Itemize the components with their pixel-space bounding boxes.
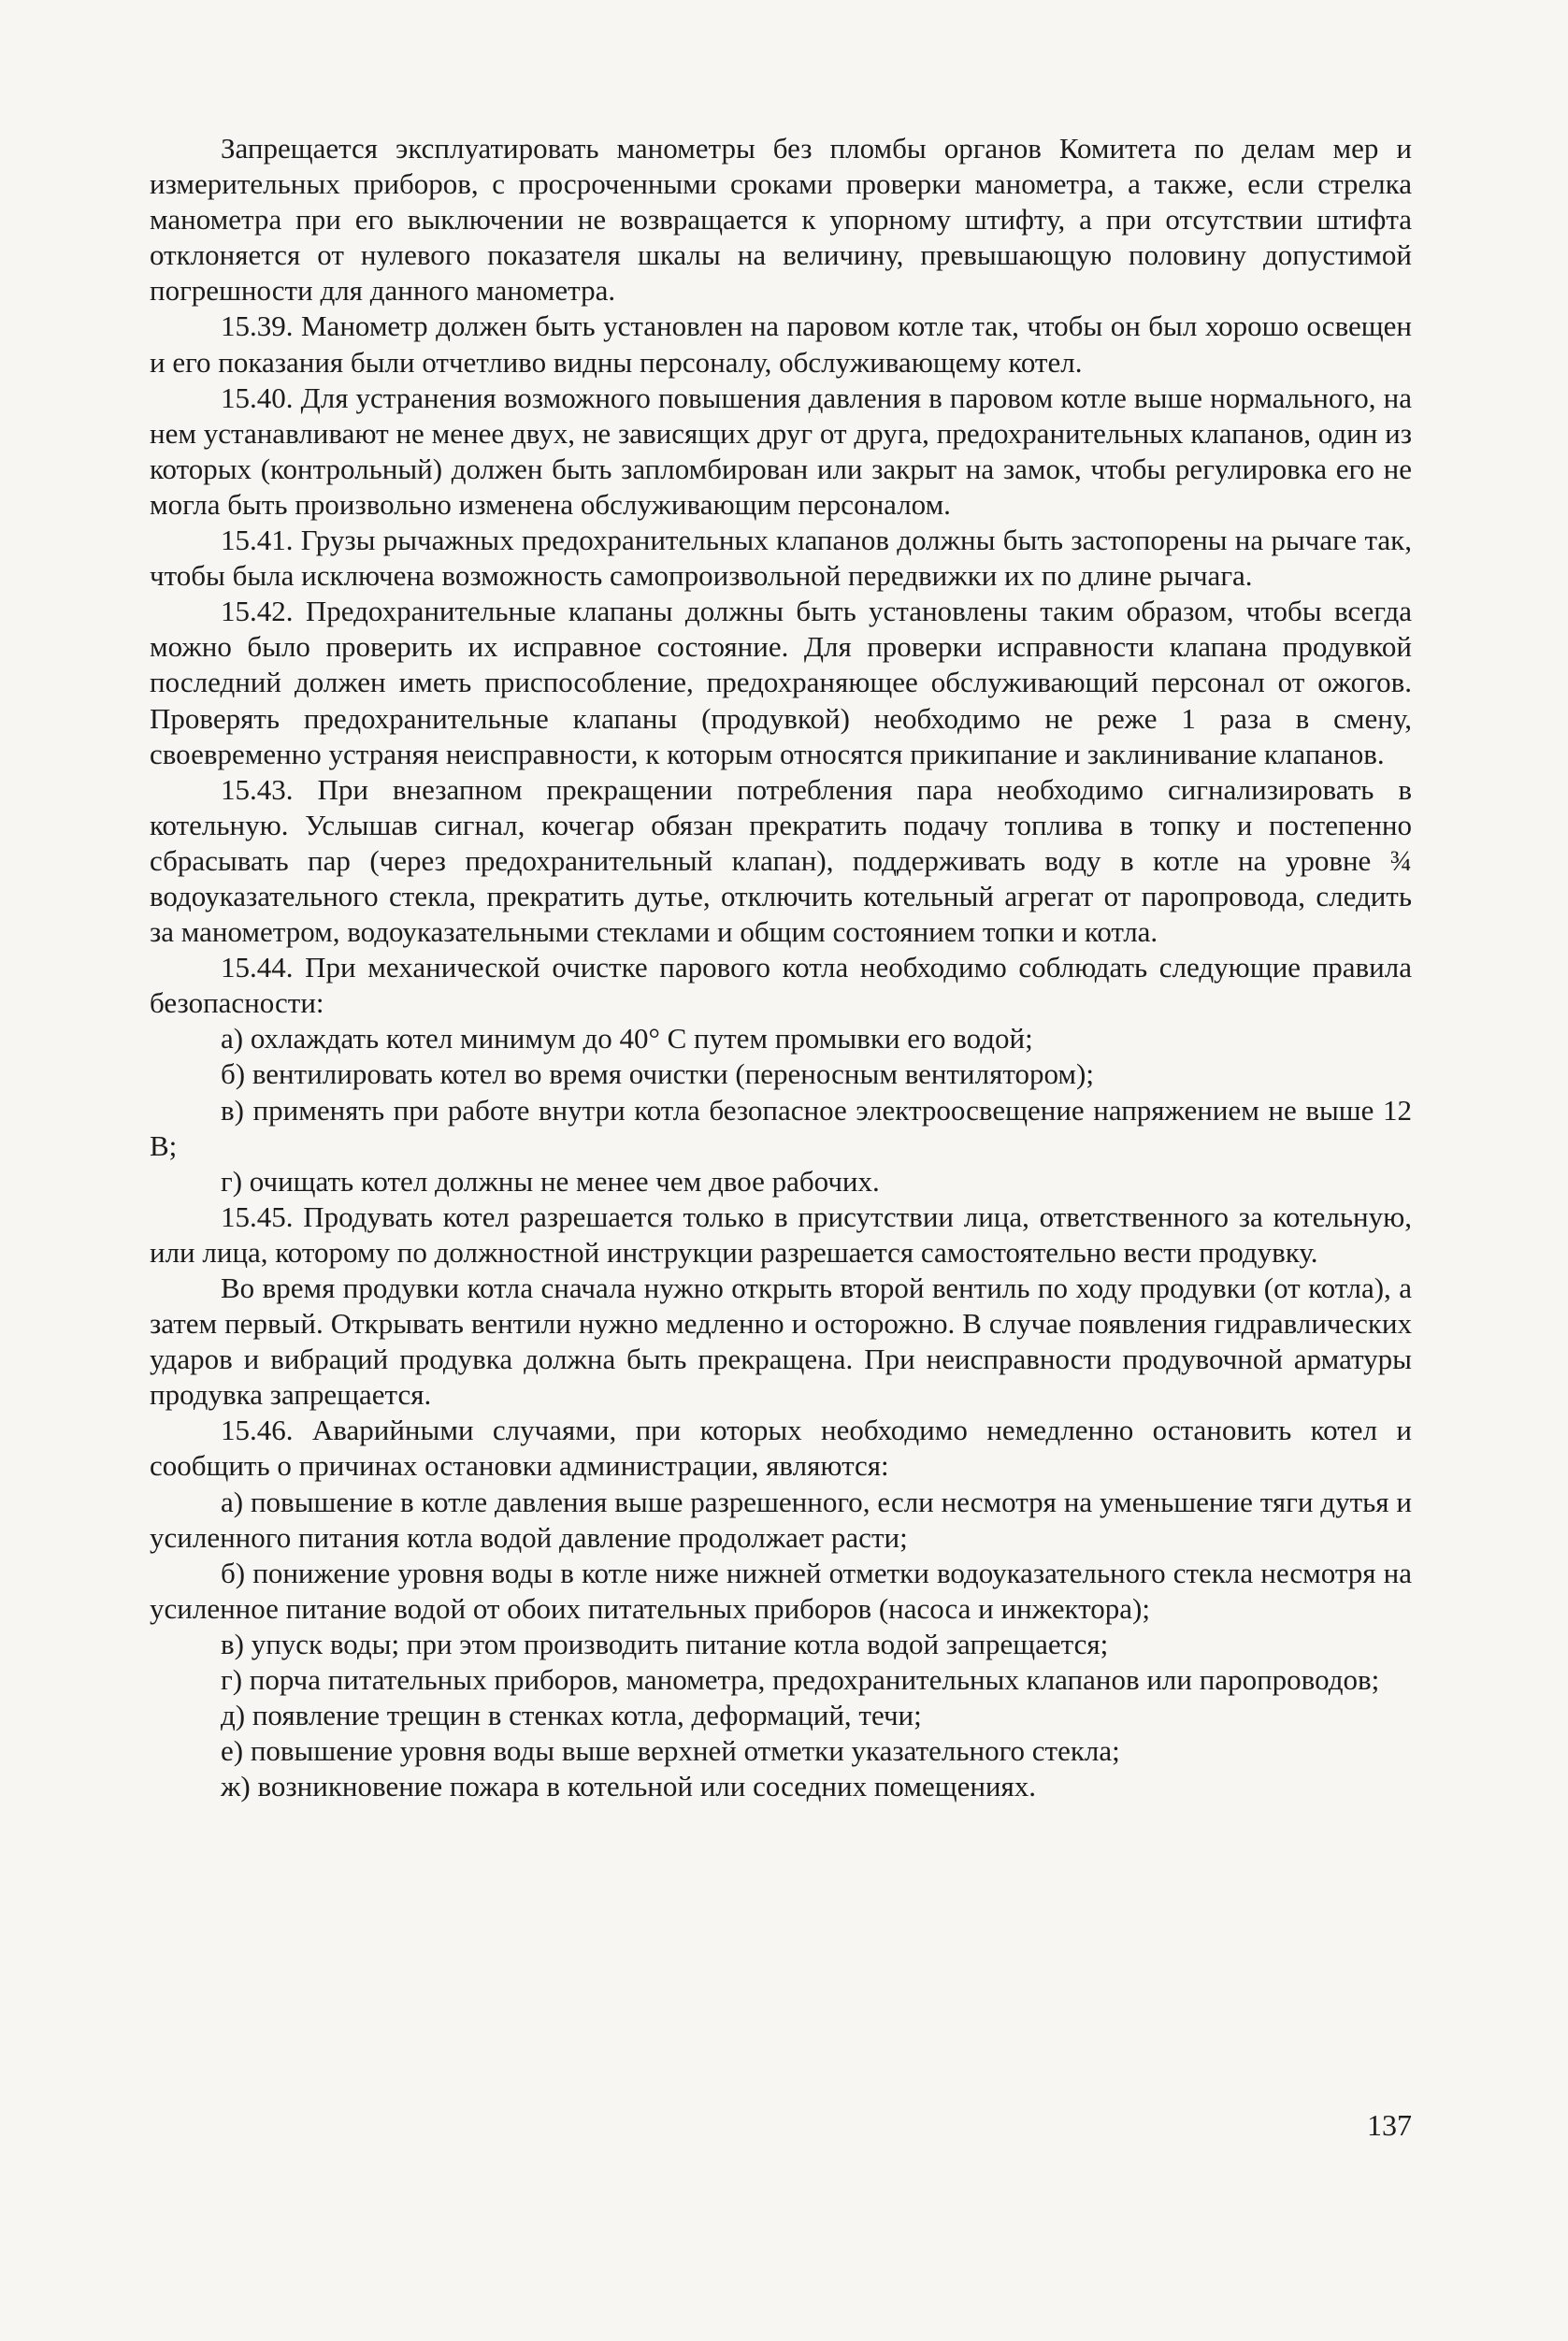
paragraph-15-44: 15.44. При механической очистке парового котла необходимо соблюдать следующие правила безопасности: xyxy=(150,951,1412,1020)
list-item: а) охлаждать котел минимум до 40° С путем промывки его водой; xyxy=(221,1022,1033,1056)
page-number: 137 xyxy=(1367,2108,1412,2142)
paragraph-15-39: 15.39. Манометр должен быть установлен на паровом котле так, чтобы он был хорошо освещен и его показания были отчетливо видны персоналу, обслуживающему котел. xyxy=(150,309,1412,379)
paragraph-15-43: 15.43. При внезапном прекращении потребления пара необходимо сигнализировать в котельную. Услышав сигнал, кочегар обязан прекратить подачу топлива в топку и постепенно сбрасывать пар (через предохранительный клапан), поддерживать воду в котле на уровне ¾ водоуказательного стекла, прекратить дутье, отключить котельный агрегат от паропровода, следить за манометром, водоуказательными стеклами и общим состоянием топки и котла. xyxy=(150,772,1412,949)
paragraph: Во время продувки котла сначала нужно открыть второй вентиль по ходу продувки (от котла), а затем первый. Открывать вентили нужно медленно и осторожно. В случае появления гидравлических ударов и вибраций продувка должна быть прекращена. При неисправности продувочной арматуры продувка запрещается. xyxy=(150,1271,1412,1412)
list-item: г) очищать котел должны не менее чем двое рабочих. xyxy=(221,1164,880,1198)
paragraph-15-46: 15.46. Аварийными случаями, при которых необходимо немедленно остановить котел и сообщить о причинах остановки администрации, являются: xyxy=(150,1414,1412,1483)
list-item: в) применять при работе внутри котла безопасное электроосвещение напряжением не выше 12 В; xyxy=(150,1093,1412,1162)
paragraph-15-40: 15.40. Для устранения возможного повышения давления в паровом котле выше нормального, на нем устанавливают не менее двух, не зависящих друг от друга, предохранительных клапанов, один из которых (контрольный) должен быть запломбирован или закрыт на замок, чтобы регулировка его не могла быть произвольно изменена обслуживающим персоналом. xyxy=(150,381,1412,521)
paragraph-15-42: 15.42. Предохранительные клапаны должны быть установлены таким образом, чтобы всегда можно было проверить их исправное состояние. Для проверки исправности клапана продувкой последний должен иметь приспособление, предохраняющее обслуживающий персонал от ожогов. Проверять предохранительные клапаны (продувкой) необходимо не реже 1 раза в смену, своевременно устраняя неисправности, к которым относятся прикипание и заклинивание клапанов. xyxy=(150,595,1412,770)
paragraph: Запрещается эксплуатировать манометры без пломбы органов Комитета по делам мер и измерительных приборов, с просроченными сроками проверки манометра, а также, если стрелка манометра при его выключении не возвращается к упорному штифту, а при отсутствии штифта отклоняется от нулевого показателя шкалы на величину, превышающую половину допустимой погрешности для данного манометра. xyxy=(150,132,1412,308)
list-item: б) понижение уровня воды в котле ниже нижней отметки водоуказательного стекла несмотря на усиленное питание водой от обоих питательных приборов (насоса и инжектора); xyxy=(150,1556,1412,1625)
paragraph-15-41: 15.41. Грузы рычажных предохранительных клапанов должны быть застопорены на рычаге так, чтобы была исключена возможность самопроизвольной передвижки их по длине рычага. xyxy=(150,524,1412,593)
page-body xyxy=(150,131,1412,1804)
list-item: ж) возникновение пожара в котельной или соседних помещениях. xyxy=(221,1770,1037,1803)
list-item: г) порча питательных приборов, манометра, предохранительных клапанов или паропроводов; xyxy=(221,1663,1380,1697)
list-item: б) вентилировать котел во время очистки (переносным вентилятором); xyxy=(221,1057,1094,1091)
list-item: в) упуск воды; при этом производить питание котла водой запрещается; xyxy=(221,1627,1109,1660)
list-item: е) повышение уровня воды выше верхней отметки указательного стекла; xyxy=(221,1734,1120,1768)
paragraph-15-45: 15.45. Продувать котел разрешается только в присутствии лица, ответственного за котельную, или лица, которому по должностной инструкции разрешается самостоятельно вести продувку. xyxy=(150,1199,1412,1269)
list-item: д) появление трещин в стенках котла, деформаций, течи; xyxy=(221,1699,922,1732)
list-item: а) повышение в котле давления выше разрешенного, если несмотря на уменьшение тяги дутья и усиленного питания котла водой давление продолжает расти; xyxy=(150,1485,1412,1554)
